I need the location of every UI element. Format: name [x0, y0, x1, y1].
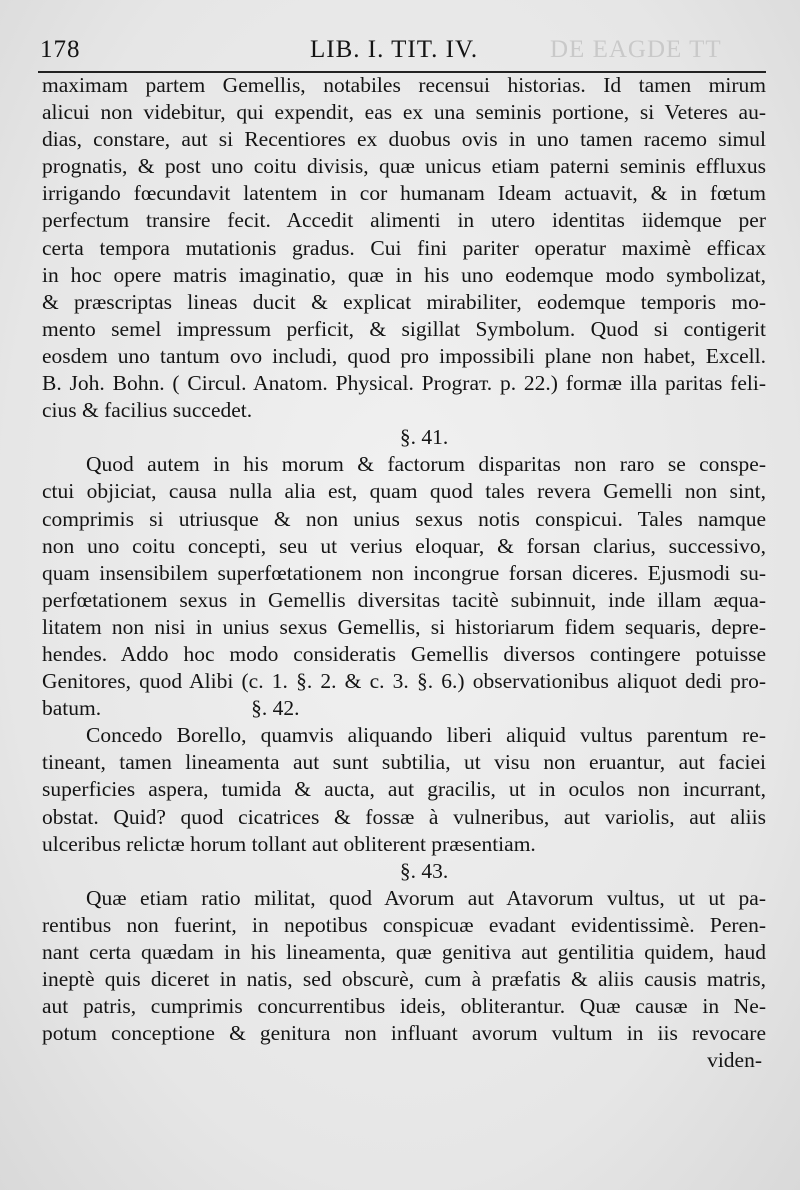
text-line: ineptè quis diceret in natis, sed obscurè, cum à præfatis & aliis causis matris,	[42, 967, 766, 992]
text-line: ulceribus relictæ horum tollant aut obliterent præsentiam.	[42, 831, 536, 856]
text-line: maximam partem Gemellis, notabiles recensui historias. Id tamen mirum	[42, 73, 766, 97]
text-line: cius & facilius succedet.	[42, 398, 253, 423]
text-fragment: batum.	[42, 696, 102, 721]
section-heading-42: §. 42.	[251, 696, 300, 721]
text-line: litatem non nisi in unius sexus Gemellis, si historiarum fidem sequaris, depre-	[42, 614, 766, 639]
text-line: non uno coitu concepti, seu ut verius eloquar, & forsan clarius, successivo,	[42, 533, 766, 558]
text-line: nant certa quædam in his lineamenta, quæ genitiva aut gentilitia quidem, haud	[42, 940, 766, 964]
text-line: hendes. Addo hoc modo consideratis Gemellis diversos contingere potuisse	[42, 641, 766, 666]
text-line: mento semel impressum perficit, & sigillat Symbolum. Quod si contigerit	[42, 316, 766, 341]
text-line: irrigando fœcundavit latentem in cor humanam Ideam actuavit, & in fœtum	[42, 181, 766, 206]
text-line: Quod autem in his morum & factorum disparitas non raro se conspe-	[86, 452, 766, 477]
text-line: Concedo Borello, quamvis aliquando liberi aliquid vultus parentum re-	[86, 723, 766, 748]
text-line: ctui objiciat, causa nulla alia est, quam quod tales revera Gemelli non sint,	[42, 479, 766, 504]
page-header	[40, 36, 760, 70]
text-line: certa tempora mutationis gradus. Cui fini pariter operatur maximè efficax	[42, 235, 766, 260]
text-line: eosdem uno tantum ovo includi, quod pro impossibili plane non habet, Excell.	[42, 343, 766, 368]
section-heading-43: §. 43.	[399, 858, 449, 883]
text-line: aut patris, cumprimis concurrentibus ideis, obliterantur. Quæ causæ in Ne-	[42, 994, 766, 1019]
text-line: Quæ etiam ratio militat, quod Avorum aut Atavorum vultus, ut ut pa-	[86, 885, 766, 910]
catchword: viden-	[707, 1048, 762, 1073]
running-head: LIB. I. TIT. IV.	[310, 36, 479, 63]
text-line: prognatis, & post uno coitu divisis, quæ unicus etiam paterni seminis effluxus	[42, 154, 766, 179]
text-line: quam insensibilem superfœtationem non incongrue forsan diceres. Ejusmodi su-	[42, 560, 766, 585]
text-line: perfectum transire fecit. Accedit alimenti in utero identitas iidemque per	[42, 208, 766, 233]
body-text	[42, 72, 766, 1074]
text-line: in hoc opere matris imaginatio, quæ in his uno eodemque modo symbolizat,	[42, 262, 766, 287]
text-line: comprimis si utriusque & non unius sexus notis conspicui. Tales namque	[42, 506, 766, 531]
text-line: obstat. Quid? quod cicatrices & fossæ à vulneribus, aut variolis, aut aliis	[42, 804, 766, 829]
text-line: & præscriptas lineas ducit & explicat mirabiliter, eodemque temporis mo-	[42, 289, 766, 314]
text-line: potum conceptione & genitura non influant avorum vultum in iis revocare	[42, 1021, 766, 1046]
bleed-through-text: DE EAGDE TT	[550, 36, 722, 63]
text-line: perfœtationem sexus in Gemellis diversitas tacitè subinnuit, inde illam æqua-	[42, 587, 766, 612]
text-line: superficies aspera, tumida & aucta, aut gracilis, ut in oculos non incurrant,	[42, 777, 766, 802]
page-number: 178	[40, 36, 81, 63]
section-heading-41: §. 41.	[399, 425, 449, 450]
text-line: rentibus non fuerint, in nepotibus conspicuæ evadant evidentissimè. Peren-	[42, 912, 766, 937]
text-line: B. Joh. Bohn. ( Circul. Anatom. Physical. Prograт. p. 22.) formæ illa paritas feli-	[42, 371, 766, 396]
text-line: Genitores, quod Alibi (c. 1. §. 2. & c. 3. §. 6.) observationibus aliquot dedi pro-	[42, 669, 766, 694]
text-line: dias, constare, aut si Recentiores ex duobus ovis in uno tamen racemo simul	[42, 127, 766, 152]
text-line: alicui non videbitur, qui expendit, eas ex una seminis portione, si Veteres au-	[42, 100, 766, 125]
text-line: tineant, tamen lineamenta aut sunt subtilia, ut visu non eruantur, aut faciei	[42, 750, 766, 775]
text-line-with-section	[42, 695, 766, 722]
